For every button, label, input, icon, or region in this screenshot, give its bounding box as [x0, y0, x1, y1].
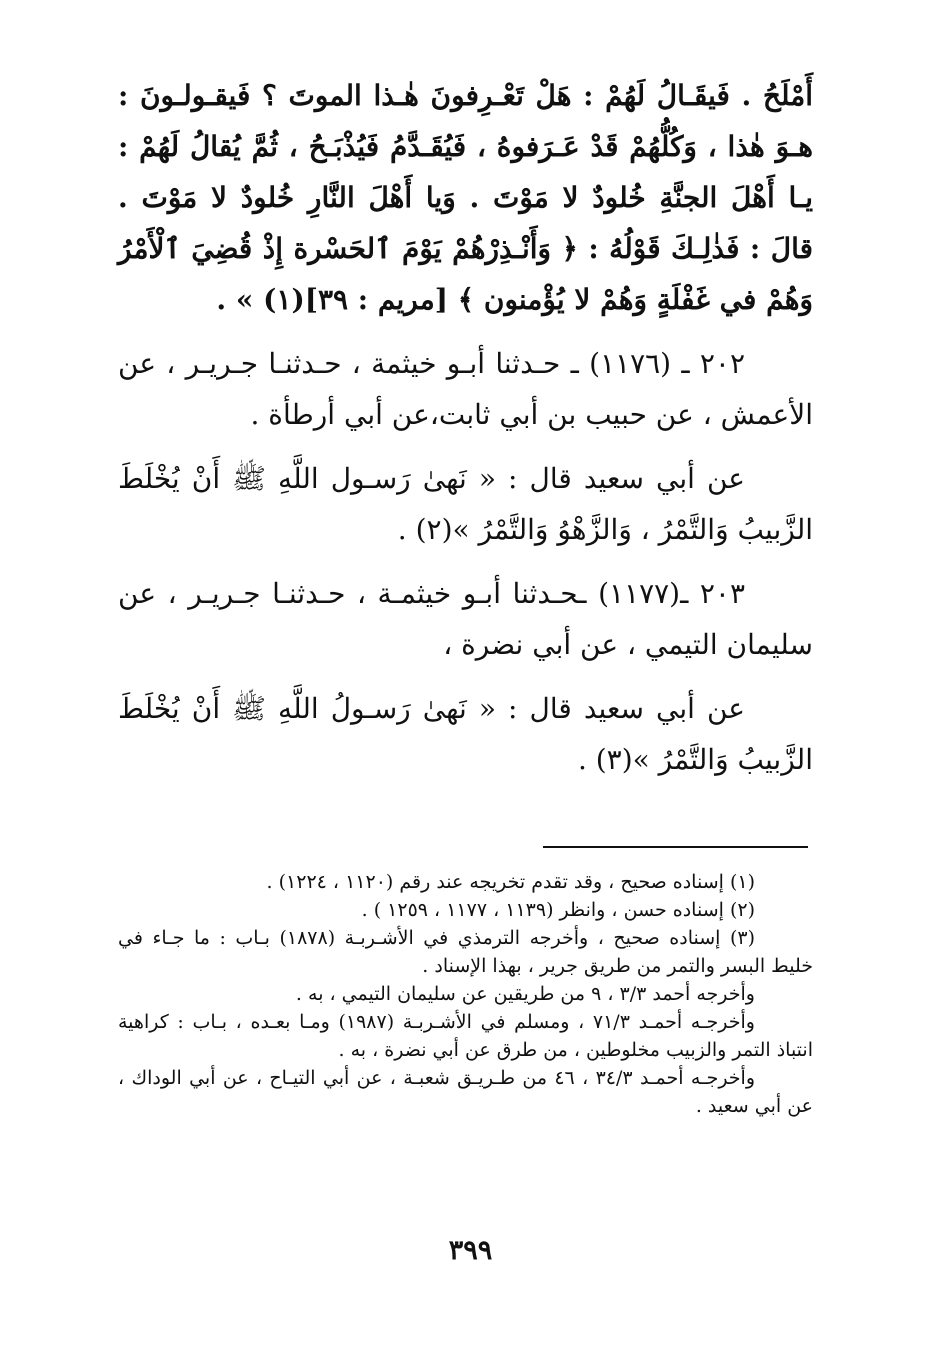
page-number: ٣٩٩ — [448, 1235, 493, 1266]
hadith-203-chain: ٢٠٣ ـ(١١٧٧) ـحـدثنا أبـو خيثمـة ، حـدثنـا جـريـر ، عن سليمان التيمي ، عن أبي نضرة ، — [118, 577, 813, 661]
footnote-3-ref-ahmad-1: وأخرجه أحمد ٣/٣ ، ٩ من طريقين عن سليمان التيمي ، به . — [295, 983, 755, 1005]
footnote-2: (٢) إسناده حسن ، وانظر (١١٣٩ ، ١١٧٧ ، ١٢٥٩ ) . — [361, 899, 755, 921]
footnote-3: (٣) إسناده صحيح ، وأخرجه الترمذي في الأشـربـة (١٨٧٨) بـاب : ما جـاء في خليط البسر والتمر من طريق جرير ، بهذا الإسناد . — [118, 927, 813, 977]
footnote-3-ref-ahmad-2: وأخرجـه أحمـد ٣٤/٣ ، ٤٦ من طـريـق شعبـة ، عن أبي التيـاح ، عن أبي الوداك ، عن أبي سعيد . — [118, 1067, 813, 1117]
footnote-1: (١) إسناده صحيح ، وقد تقدم تخريجه عند رقم (١١٢٠ ، ١٢٢٤) . — [266, 871, 755, 893]
footnote-divider — [543, 846, 808, 848]
hadith-202-text: عن أبي سعيد قال : « نَهىٰ رَسـول اللَّهِ ﷺ أَنْ يُخْلَطَ الزَّبيبُ وَالتَّمْرُ ، وَالزَّهْوُ وَالتَّمْرُ »(٢) . — [118, 462, 813, 546]
footnotes — [118, 868, 813, 1120]
hadith-continuation-paragraph: أَمْلَحُ . فَيقَـالُ لَهُمْ : هَلْ تَعْـرِفونَ هٰـذا الموتَ ؟ فَيقـولـونَ : هـوَ هٰذا ، وَكُلُّهُمْ قَدْ عَـرَفوهُ ، فَيُقَـدَّمُ فَيُذْبَـحُ ، ثُمَّ يُقالُ لَهُمْ : يـا أَهْلَ الجنَّةِ خُلودٌ لا مَوْتَ . وَيا أَهْلَ النَّارِ خُلودٌ لا مَوْتَ . قالَ : فَذٰلِـكَ قَوْلُهُ : ﴿ وَأَنْـذِرْهُمْ يَوْمَ ٱلحَسْرة إِذْ قُضِيَ ٱلْأَمْرُ وَهُمْ في غَفْلَةٍ وَهُمْ لا يُؤْمنون ﴾ [مريم : ٣٩](١) » . — [118, 79, 813, 316]
page-body — [118, 70, 813, 785]
hadith-203-text: عن أبي سعيد قال : « نَهىٰ رَسـولُ اللَّهِ ﷺ أَنْ يُخْلَطَ الزَّبيبُ وَالتَّمْرُ »(٣) . — [118, 692, 813, 776]
hadith-202-chain: ٢٠٢ ـ (١١٧٦) ـ حـدثنا أبـو خيثمة ، حـدثنـا جـريـر ، عن الأعمش ، عن حبيب بن أبي ثابت،عن أبي أرطأة . — [118, 347, 813, 431]
footnote-3-ref-ahmad-muslim: وأخرجـه أحمـد ٧١/٣ ، ومسلم في الأشـربـة (١٩٨٧) ومـا بعـده ، بـاب : كراهية انتباذ التمر والزبيب مخلوطين ، من طرق عن أبي نضرة ، به . — [118, 1011, 813, 1061]
